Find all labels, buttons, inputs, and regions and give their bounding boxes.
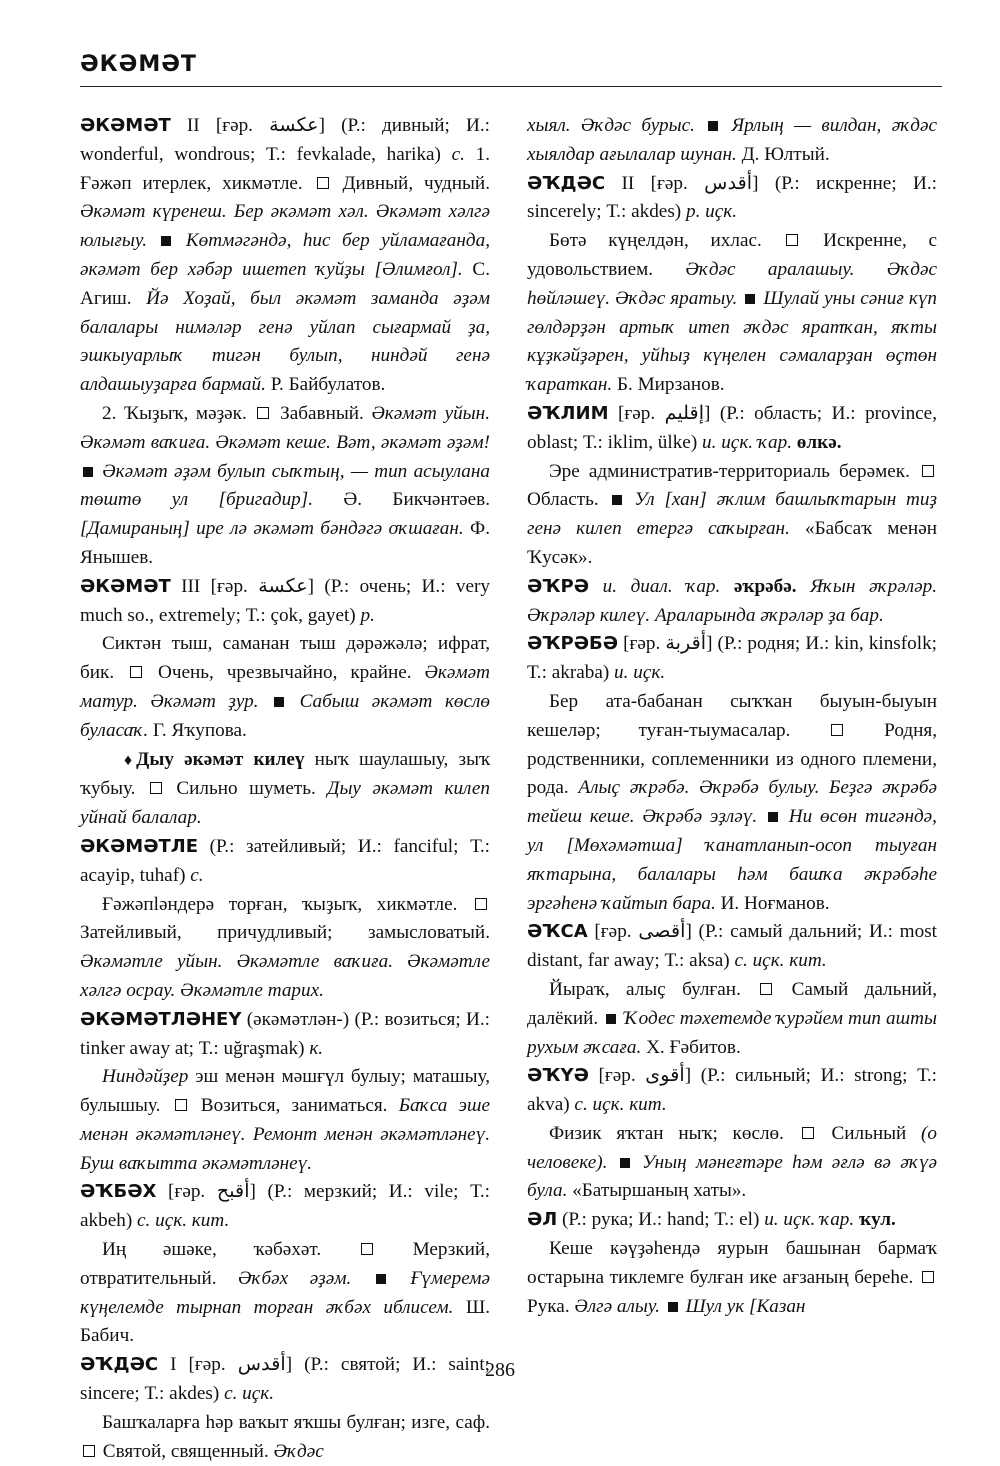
definition: Йыраҡ, алыҫ булған. Самый дальний, далёкий. Ҡодес тəхетемде ҡурəйем тип ашты рухым əҡсаға. Х. Ғəбитов.	[527, 978, 937, 1058]
entry-aksa: ƏҠСА [ғəр. أقصى] (Р.: самый дальний; И.: most distant, far away; Т.: aksa) с. иҫк. кит.	[527, 921, 937, 972]
phrase-entry: ♦ Дыу əкəмəт килеү ныҡ шаулашыу, зыҡ ҡубыу. Сильно шуметь. Дыу əкəмəт килеп уйнай балалар.	[80, 748, 490, 829]
quote-marker-icon	[745, 294, 755, 304]
left-column	[80, 112, 490, 1466]
definition: Физик яҡтан ныҡ; көслө. Сильный (о человеке). Уның мəнеғтəре һəм əғлə вə əҡүə була. «Батыршаның хаты».	[527, 1122, 937, 1202]
russian-marker-icon	[786, 234, 798, 246]
definition: Иң əшəке, ҡəбəхəт. Мерзкий, отвратительный. Əҡбəх əҙəм. Ғүмеремə күңелемде тырнап торған əҡбəх иблисем. Ш. Бабич.	[80, 1239, 490, 1347]
entry-al: ƏЛ (Р.: рука; И.: hand; Т.: el) и. иҫк. ҡар. ҡул.	[527, 1209, 896, 1231]
entry-akamat-3: ƏКƏМƏТ III [ғəр. عكسة] (Р.: очень; И.: very much so., extremely; Т.: çok, gayet) р.	[80, 575, 490, 626]
quote-marker-icon	[708, 121, 718, 131]
right-column	[527, 112, 937, 1321]
definition: Бөтə күңелдəн, ихлас. Искренне, с удовольствием. Əҡдəс аралашыу. Əҡдəс һөйлəшеү. Əҡдəс яратыу. Шулай уны сәниғ күп гөлдəрҙəн артыҡ итеп əҡдəс яратҡан, яҡты кұҙкəйҙəрен, уйһыҙ күңелен сəмаларҙан өҫтөн ҡараткан. Б. Мирзанов.	[527, 230, 938, 396]
entry-akamat-2: ƏКƏМƏТ II [ғəр. عكسة] (Р.: дивный; И.: wonderful, wondrous; Т.: fevkalade, harika) с. 1. Ғəжəп итерлек, хикмəтле. Дивный, чудный. Əкəмəт күренеш. Бер əкəмəт хəл. Əкəмəт хəлгə юлығыу. Көтмəгəндə, һис бер уйламағанда, əкəмəт бер хəбəр ишетеп ҡуйҙы [Əлимғол]. С. Агиш. Йə Хоҙай, был əкəмəт заманда əҙəм балалары нимəлəр генə уйлап сығармай ҙа, эшкыуарлыҡ тигəн булып, ниндəй генə алдашыуҙарға бармай. Р. Байбулатов.	[80, 115, 490, 396]
russian-marker-icon	[760, 983, 772, 995]
quote-marker-icon	[376, 1274, 386, 1284]
entry-akamatle: ƏКƏМƏТЛЕ (Р.: затейливый; И.: fanciful; Т.: acayip, tuhaf) с.	[80, 835, 490, 886]
russian-marker-icon	[922, 465, 934, 477]
russian-marker-icon	[83, 1445, 95, 1457]
quote-marker-icon	[274, 697, 284, 707]
entry-aklim: ƏҠЛИМ [ғəр. إقليم] (Р.: область; И.: province, oblast; Т.: iklim, ülke) и. иҫк. ҡар. өлкə.	[527, 402, 937, 453]
header-title: ƏКƏМƏТ	[80, 52, 197, 77]
russian-marker-icon	[257, 407, 269, 419]
entry-akra: ƏҠРƏ и. диал. ҡар. əҡрəбə. Яҡын əҡрəлəр. Əҡрəлəр килеү. Араларында əҡрəлəр ҙа бар.	[527, 575, 937, 626]
russian-marker-icon	[802, 1127, 814, 1139]
russian-marker-icon	[922, 1271, 934, 1283]
quote-marker-icon	[161, 236, 171, 246]
russian-marker-icon	[175, 1099, 187, 1111]
definition: Сиктəн тыш, саманан тыш дəрəжəлə; ифрат, бик. Очень, чрезвычайно, крайне. Əкəмəт матур. Əкəмəт ҙур. Сабыш əкəмəт көслө буласаҡ. Г. Яҡупова.	[80, 633, 490, 741]
entry-akdas-2: ƏҠДƏС II [ғəр. أقدس] (Р.: искренне; И.: sincerely; Т.: akdes) р. иҫк.	[527, 172, 937, 223]
quote-marker-icon	[668, 1302, 678, 1312]
definition: Эре административ-территориаль берəмек. Область. Ул [хан] əҡлим башлыҡтарын тиҙ генə килеп етергə саҡырған. «Бабсаҡ менəн Ҡусəк».	[527, 460, 937, 568]
entry-akbah: ƏҠБƏХ [ғəр. أقبح] (Р.: мерзкий; И.: vile; Т.: akbeh) с. иҫк. кит.	[80, 1181, 491, 1232]
definition: Бер ата-бабанан сыҡҡан быуын-быуын кешелəр; туған-тыумасалар. Родня, родственники, соплеменники из одного племени, рода. Алыҫ əҡрəбə. Əҡрəбə булыу. Беҙгə əҡрəбə тейеш кеше. Əҡрəбə эҙлəү. Ни өсөн тигəндə, ул [Мөхəмəтша] ҡанатланып-осоп тыуған яҡтарына, балалары һəм башҡа əҡрəбəһе эргəһенə ҡайтып бара. И. Ноғманов.	[527, 690, 938, 914]
russian-marker-icon	[831, 724, 843, 736]
entry-akraba: ƏҠРƏБƏ [ғəр. أقربة] (Р.: родня; И.: kin, kinsfolk; Т.: akraba) и. иҫк.	[527, 633, 937, 684]
quote-marker-icon	[83, 467, 93, 477]
quote-marker-icon	[620, 1158, 630, 1168]
entry-akdas-1: ƏҠДƏС I [ғəр. أقدس] (Р.: святой; И.: saint; sincere; Т.: akdes) с. иҫк.	[80, 1354, 490, 1405]
entry-akua: ƏҠҮƏ [ғəр. أقوى] (Р.: сильный; И.: strong; Т.: akva) с. иҫк. кит.	[527, 1065, 937, 1116]
continued-examples: хыял. Əҡдəс бурыс. Ярлың — вилдан, əҡдəс хыялдар ағылалар шунан. Д. Юлтый.	[527, 115, 937, 165]
russian-marker-icon	[475, 898, 487, 910]
page-number: 286	[485, 1359, 515, 1381]
diamond-icon: ♦	[124, 751, 133, 769]
quote-marker-icon	[612, 495, 622, 505]
definition: Кеше кəүҙəһендə яурын башынан бармаҡ остарына тиклемге булған ике ағзаның береһе. Рука. Əлгə алыу. Шул ук [Казан	[527, 1238, 937, 1317]
quote-marker-icon	[768, 812, 778, 822]
entry-akamatlaneu: ƏКƏМƏТЛƏНЕҮ (əкəмəтлəн-) (Р.: возиться; И.: tinker away at; Т.: uğraşmak) к.	[80, 1008, 490, 1059]
running-header	[80, 52, 942, 87]
definition: Башҡаларға һəр ваҡыт яҡшы булған; изге, саф. Святой, священный. Əҡдəс	[80, 1409, 490, 1466]
russian-marker-icon	[130, 666, 142, 678]
definition: Ғəжəпləндерə торған, ҡыҙыҡ, хикмəтле. Затейливый, причудливый; замысловатый. Əкəмəтле уйын. Əкəмəтле ваҡиға. Əкəмəтле хəлгə осрау. Əкəмəтле тарих.	[80, 893, 490, 1001]
definition: Ниндəйҙер эш менəн мəшғүл булыу; маташыу, булышыу. Возиться, заниматься. Баҡса эше менəн əкəмəтлəнеү. Ремонт менəн əкəмəтлəнеү. Буш ваҡытта əкəмəтлəнеү.	[80, 1066, 491, 1174]
quote-marker-icon	[606, 1014, 616, 1024]
russian-marker-icon	[150, 782, 162, 794]
russian-marker-icon	[361, 1243, 373, 1255]
sense-2: 2. Ҡыҙыҡ, мəҙəк. Забавный. Əкəмəт уйын. Əкəмəт ваҡиға. Əкəмəт кеше. Вəт, əкəмəт əҙəм! Əкəмəт əҙəм булып сыҡтың, — тип асыулана төштө ул [бригадир]. Ə. Бикчəнтəев. [Дамираның] ире лə əкəмəт бəндəгə оҡшаған. Ф. Янышев.	[80, 402, 490, 568]
russian-marker-icon	[317, 177, 329, 189]
